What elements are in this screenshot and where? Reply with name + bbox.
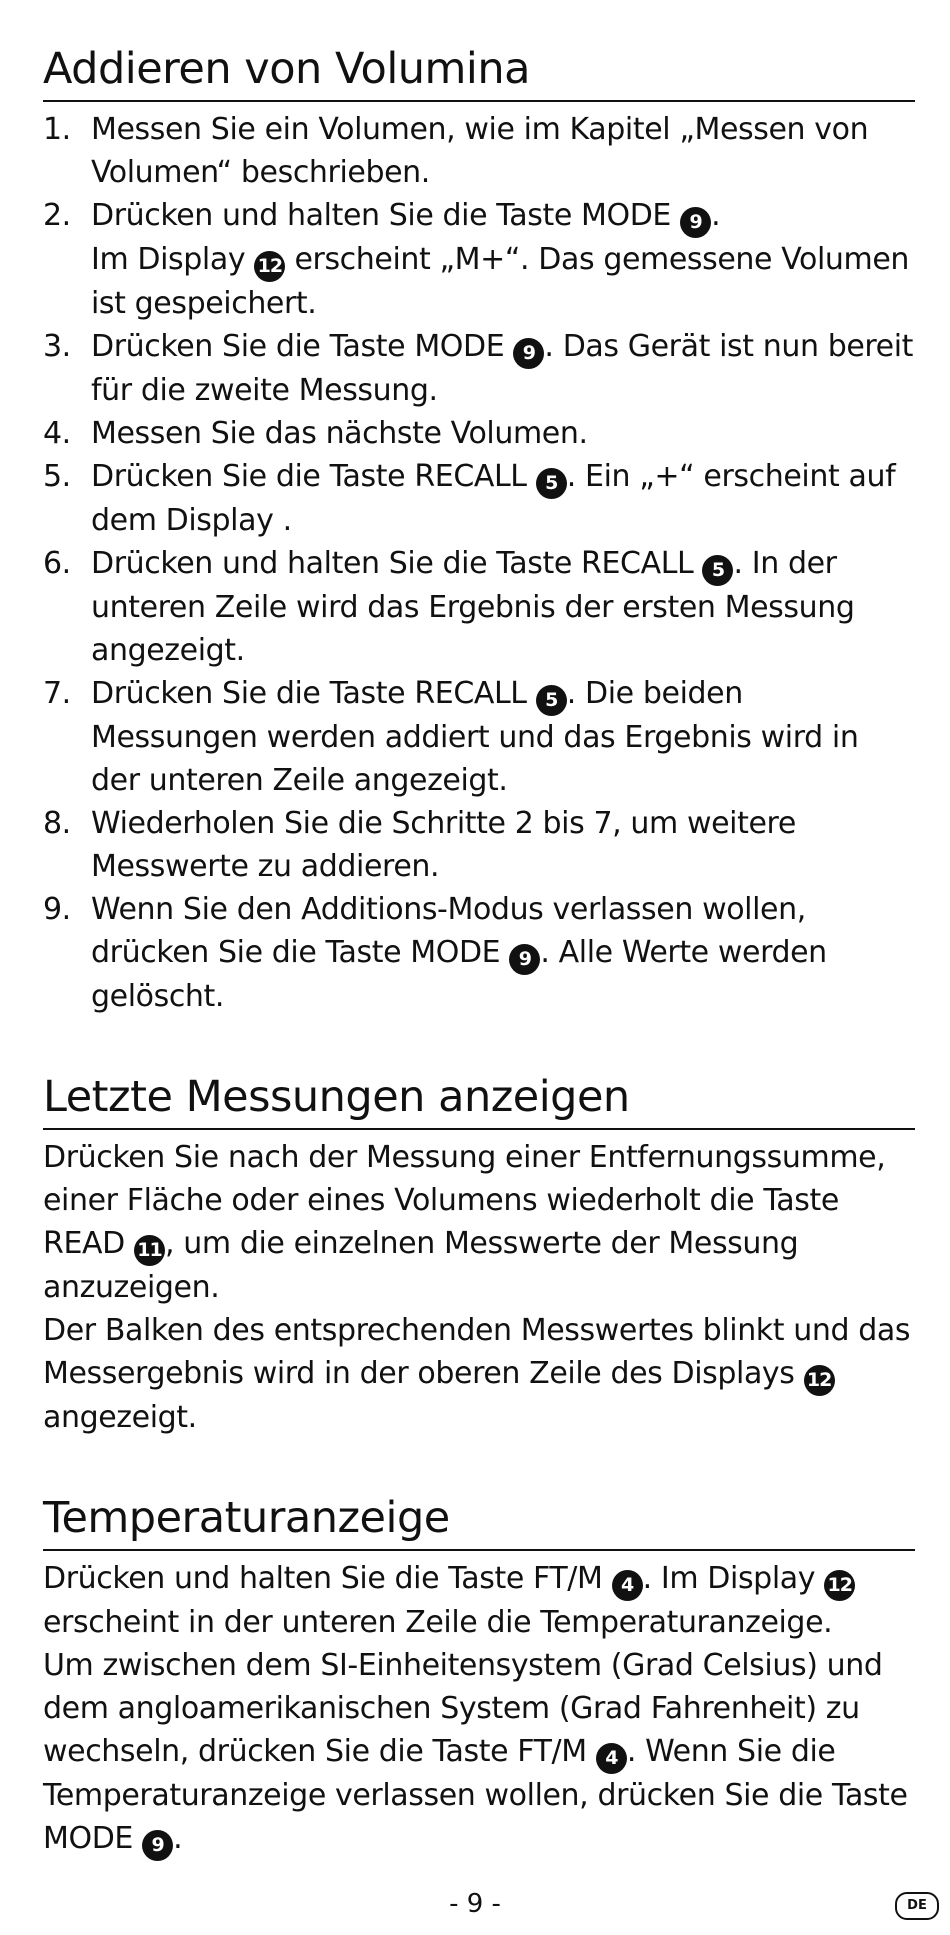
reference-number-badge: 5: [536, 468, 567, 499]
step-number: 3.: [43, 329, 71, 364]
step-number: 1.: [43, 112, 71, 147]
step-text: . Das Gerät ist nun bereit für die zweite Messung.: [91, 329, 914, 408]
paragraph: [43, 1309, 915, 1439]
section-title: Addieren von Volumina: [43, 0, 915, 102]
step-number: 9.: [43, 892, 71, 927]
reference-number-badge: 12: [804, 1365, 835, 1396]
list-item: [43, 325, 915, 412]
step-text: Drücken Sie die Taste RECALL: [91, 459, 536, 494]
step-text: . Die beiden Messungen werden addiert und das Ergebnis wird in der unteren Zeile angezeigt.: [91, 676, 859, 798]
step-text: .: [711, 198, 721, 233]
section-addieren-von-volumina: [43, 0, 915, 1018]
list-item: [43, 542, 915, 672]
section-temperaturanzeige: [43, 1493, 915, 1861]
paragraph: [43, 1644, 915, 1861]
reference-number-badge: 9: [142, 1830, 173, 1861]
reference-number-badge: 12: [824, 1570, 855, 1601]
step-body: [91, 194, 915, 325]
list-item: [43, 802, 915, 888]
step-text: Messen Sie ein Volumen, wie im Kapitel „Messen von Volumen“ beschrieben.: [91, 112, 869, 190]
step-text: Drücken Sie die Taste MODE: [91, 329, 514, 364]
list-item: [43, 108, 915, 194]
paragraph-text: angezeigt.: [43, 1400, 197, 1435]
step-text: Messen Sie das nächste Volumen.: [91, 416, 588, 451]
step-number: 5.: [43, 459, 71, 494]
language-badge: DE: [895, 1892, 939, 1920]
section-letzte-messungen-anzeigen: [43, 1072, 915, 1439]
reference-number-badge: 5: [536, 685, 567, 716]
paragraph-text: . Wenn Sie die Temperaturanzeige verlassen wollen, drücken Sie die Taste MODE: [43, 1734, 908, 1856]
step-text: Wiederholen Sie die Schritte 2 bis 7, um weitere Messwerte zu addieren.: [91, 806, 796, 884]
paragraph-text: erscheint in der unteren Zeile die Temperaturanzeige.: [43, 1605, 833, 1640]
list-item: [43, 455, 915, 542]
paragraph-text: . Im Display: [642, 1561, 825, 1596]
paragraph: [43, 1557, 915, 1644]
step-text: Drücken und halten Sie die Taste RECALL: [91, 546, 703, 581]
paragraph-text: Um zwischen dem SI-Einheitensystem (Grad Celsius) und dem angloamerikanischen System (Grad Fahrenheit) zu wechseln, drücken Sie die Taste FT/M: [43, 1648, 883, 1769]
step-text: Im Display: [91, 242, 255, 277]
step-text: . In der unteren Zeile wird das Ergebnis der ersten Messung angezeigt.: [91, 546, 855, 668]
step-text: erscheint „M+“. Das gemessene Volumen ist gespeichert.: [91, 242, 910, 321]
list-item: [43, 888, 915, 1018]
paragraph-text: Drücken Sie nach der Messung einer Entfernungssumme, einer Fläche oder eines Volumens wiederholt die Taste READ: [43, 1140, 886, 1261]
reference-number-badge: 9: [509, 944, 540, 975]
reference-number-badge: 4: [612, 1570, 643, 1601]
reference-number-badge: 9: [513, 338, 544, 369]
list-item: [43, 672, 915, 802]
step-body: [91, 672, 915, 802]
step-number: 6.: [43, 546, 71, 581]
step-number: 7.: [43, 676, 71, 711]
step-number: 2.: [43, 198, 71, 233]
reference-number-badge: 9: [680, 207, 711, 238]
section-title: Temperaturanzeige: [43, 1493, 915, 1551]
paragraph-text: , um die einzelnen Messwerte der Messung anzuzeigen.: [43, 1226, 799, 1305]
step-number: 8.: [43, 806, 71, 841]
step-body: [91, 542, 915, 672]
step-body: [91, 325, 915, 412]
step-body: [91, 888, 915, 1018]
step-text: Wenn Sie den Additions-Modus verlassen wollen, drücken Sie die Taste MODE: [91, 892, 806, 970]
section-title: Letzte Messungen anzeigen: [43, 1072, 915, 1130]
step-body: [91, 455, 915, 542]
reference-number-badge: 11: [134, 1235, 165, 1266]
list-item: [43, 194, 915, 325]
step-text: Drücken und halten Sie die Taste MODE: [91, 198, 681, 233]
reference-number-badge: 12: [254, 251, 285, 282]
paragraph-text: Drücken und halten Sie die Taste FT/M: [43, 1561, 612, 1596]
reference-number-badge: 5: [702, 555, 733, 586]
page-number: - 9 -: [449, 1889, 501, 1919]
paragraph-text: .: [173, 1821, 183, 1856]
step-text: . Alle Werte werden gelöscht.: [91, 935, 827, 1014]
step-text: . Ein „+“ erscheint auf dem Display .: [91, 459, 896, 538]
manual-page: [43, 0, 915, 1861]
step-number: 4.: [43, 416, 71, 451]
reference-number-badge: 4: [596, 1743, 627, 1774]
paragraph-text: Der Balken des entsprechenden Messwertes blinkt und das Messergebnis wird in der oberen Zeile des Displays: [43, 1313, 911, 1391]
step-text: Drücken Sie die Taste RECALL: [91, 676, 536, 711]
steps-list: [43, 108, 915, 1018]
list-item: [43, 412, 915, 455]
paragraph: [43, 1136, 915, 1309]
